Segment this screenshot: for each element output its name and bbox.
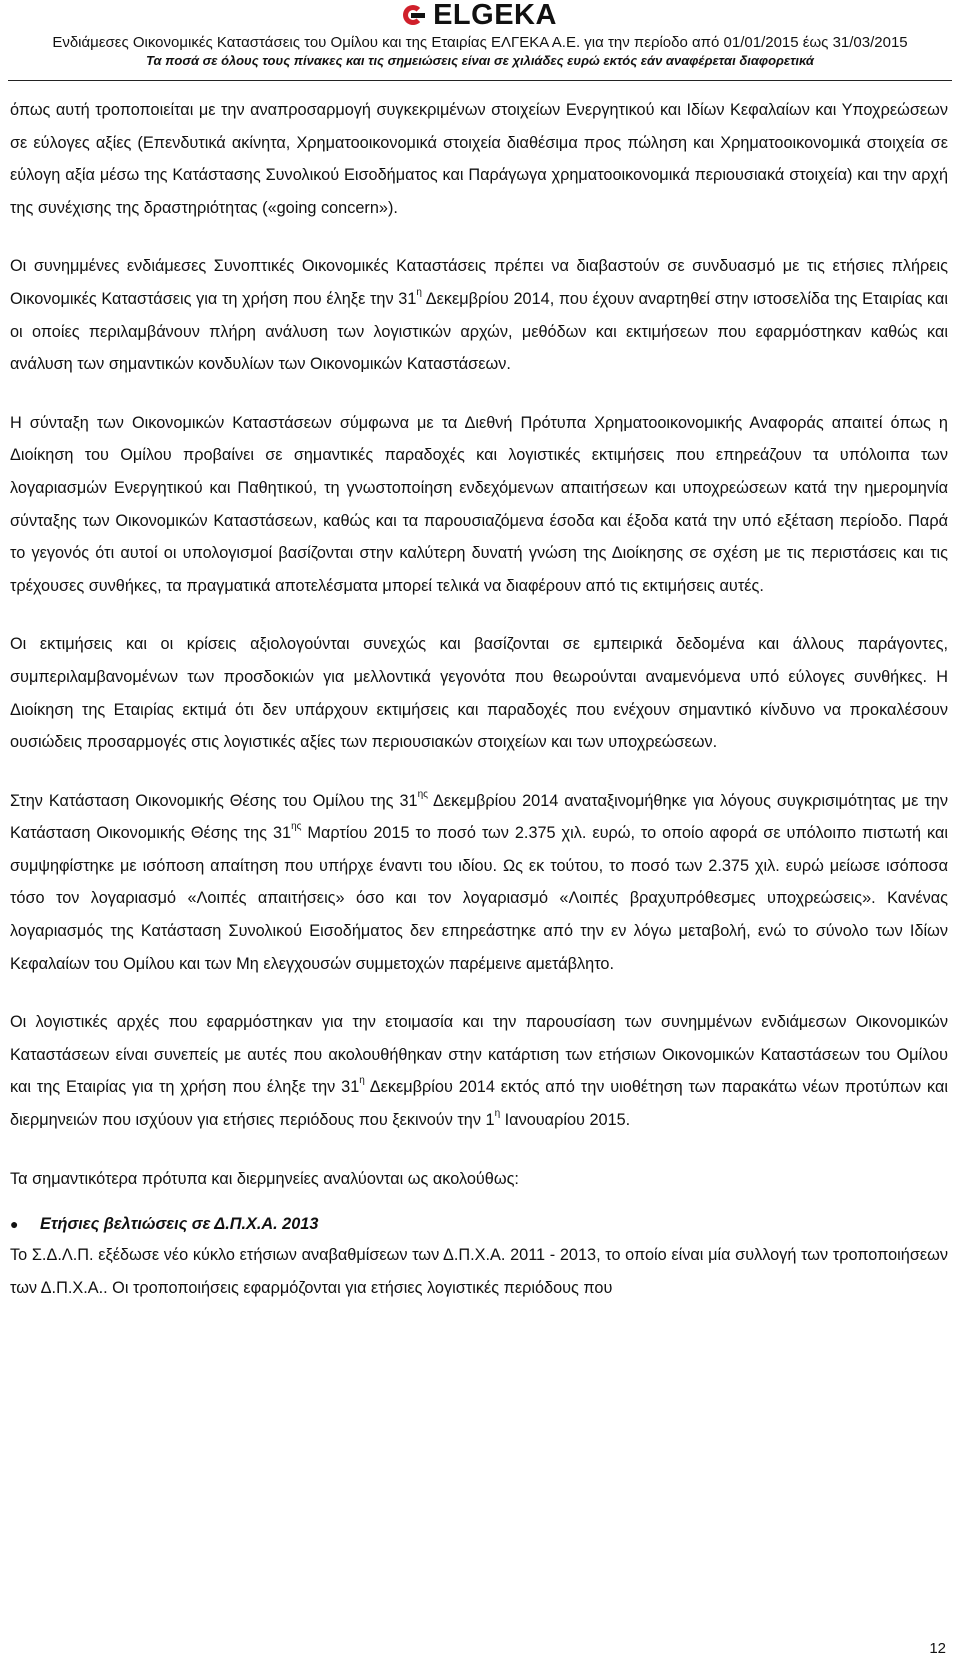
logo-mark-icon	[403, 4, 429, 26]
paragraph-basis: όπως αυτή τροποποιείται με την αναπροσαρμογή συγκεκριμένων στοιχείων Ενεργητικού και Ιδίων Κεφαλαίων και Υποχρεώσεων σε εύλογες αξίες (Επενδυτικά ακίνητα, Χρηματοοικονομικά στοιχεία διαθέσιμα προς πώληση και Χρηματοοικονομικά στοιχεία σε εύλογη αξία μέσω της Κατάστασης Συνολικού Εισοδήματος και Παράγωγα χρηματοοικονομικά περιουσιακά στοιχεία) και την αρχή της συνέχισης της δραστηριότητας («going concern»).	[10, 101, 948, 217]
paragraph-estimates: Οι εκτιμήσεις και οι κρίσεις αξιολογούνται συνεχώς και βασίζονται σε εμπειρικά δεδομένα και άλλους παράγοντες, συμπεριλαμβανομένων των προσδοκιών για μελλοντικά γεγονότα που θεωρούνται αναμενόμενα υπό εύλογες συνθήκες. Η Διοίκηση της Εταιρίας εκτιμά ότι δεν υπάρχουν εκτιμήσεις και παραδοχές που ενέχουν σημαντικό κίνδυνο να προκαλέσουν ουσιώδεις προσαρμογές στις λογιστικές αξίες των περιουσιακών στοιχείων και των υποχρεώσεων.	[10, 635, 948, 752]
header-title: Ενδιάμεσες Οικονομικές Καταστάσεις του Ομίλου και της Εταιρίας ΕΛΓΕΚΑ Α.Ε. για την περίοδο από 01/01/2015 έως 31/03/2015	[52, 34, 908, 51]
page-number: 12	[929, 1640, 946, 1657]
paragraph-standards-intro: Τα σημαντικότερα πρότυπα και διερμηνείες αναλύονται ως ακολούθως:	[10, 1169, 519, 1188]
company-logo	[0, 0, 960, 30]
paragraph-ifrs-preparation: Η σύνταξη των Οικονομικών Καταστάσεων σύμφωνα με τα Διεθνή Πρότυπα Χρηματοοικονομικής Αναφοράς απαιτεί όπως η Διοίκηση του Ομίλου προβαίνει σε σημαντικές παραδοχές και λογιστικές εκτιμήσεις που επηρεάζουν τα υπόλοιπα των λογαριασμών Ενεργητικού και Παθητικού, τη γνωστοποίηση ενδεχόμενων απαιτήσεων και υποχρεώσεων κατά την ημερομηνία σύνταξης των Οικονομικών Καταστάσεων, καθώς και τα παρουσιαζόμενα έσοδα και έξοδα κατά την υπό εξέταση περίοδο. Παρά το γεγονός ότι αυτοί οι υπολογισμοί βασίζονται στην καλύτερη δυνατή γνώση της Διοίκησης σε σχέση με τις περιστάσεις και τις τρέχουσες συνθήκες, τα πραγματικά αποτελέσματα μπορεί τελικά να διαφέρουν από τις εκτιμήσεις αυτές.	[10, 413, 948, 595]
bullet-item	[10, 1209, 948, 1239]
paragraph-annual-improvements: Το Σ.Δ.Λ.Π. εξέδωσε νέο κύκλο ετήσιων αναβαθμίσεων των Δ.Π.Χ.Α. 2011 - 2013, το οποίο είναι μία συλλογή των τροποποιήσεων των Δ.Π.Χ.Α.. Οι τροποποιήσεις εφαρμόζονται για ετήσιες λογιστικές περιόδους που	[10, 1246, 948, 1297]
paragraph-read-together: Οι συνημμένες ενδιάμεσες Συνοπτικές Οικονομικές Καταστάσεις πρέπει να διαβαστούν σε συνδυασμό με τις ετήσιες πλήρεις Οικονομικές Καταστάσεις για τη χρήση που έληξε την $31^\eta$ Δεκεμβρίου 2014, που έχουν αναρτηθεί στην ιστοσελίδα της Εταιρίας και οι οποίες περιλαμβάνουν πλήρη ανάλυση των λογιστικών αρχών, μεθόδων και εκτιμήσεων που εφαρμόστηκαν καθώς και ανάλυση των σημαντικών κονδυλίων των Οικονομικών Καταστάσεων.	[10, 257, 948, 374]
bullet-icon: ●	[10, 1216, 19, 1233]
bullet-title: Ετήσιες βελτιώσεις σε Δ.Π.Χ.Α. 2013	[40, 1215, 319, 1234]
page-header	[0, 0, 960, 69]
header-divider	[8, 80, 952, 81]
document-body	[10, 94, 948, 1330]
header-subtitle: Τα ποσά σε όλους τους πίνακες και τις σημειώσεις είναι σε χιλιάδες ευρώ εκτός εάν αναφέρεται διαφορετικά	[146, 53, 814, 68]
logo-text: ELGEKA	[433, 0, 557, 31]
paragraph-reclassification: Στην Κατάσταση Οικονομικής Θέσης του Ομίλου της $31^{\eta\varsigma}$ Δεκεμβρίου 2014 αναταξινομήθηκε για λόγους συγκρισιμότητας με την Κατάσταση Οικονομικής Θέσης της $31^{\eta\varsigma}$ Μαρτίου 2015 το ποσό των 2.375 χιλ. ευρώ, το οποίο αφορά σε υπόλοιπο πιστωτή και συμψηφίστηκε με ισόποση απαίτηση που υπήρχε έναντι του ιδίου. Ως εκ τούτου, το ποσό των 2.375 χιλ. ευρώ μείωσε ισόποσα τόσο τον λογαριασμό «Λοιπές απαιτήσεις» όσο και τον λογαριασμό «Λοιπές βραχυπρόθεσμες υποχρεώσεις». Κανένας λογαριασμός της Κατάσταση Συνολικού Εισοδήματος δεν επηρεάστηκε από την εν λόγω μεταβολή, ενώ το σύνολο των Ιδίων Κεφαλαίων του Ομίλου και των Μη ελεγχουσών συμμετοχών παρέμεινε αμετάβλητο.	[10, 788, 948, 973]
paragraph-accounting-policies: Οι λογιστικές αρχές που εφαρμόστηκαν για την ετοιμασία και την παρουσίαση των συνημμένων ενδιάμεσων Οικονομικών Καταστάσεων είναι συνεπείς με αυτές που ακολουθήθηκαν στην κατάρτιση των ετήσιων Οικονομικών Καταστάσεων του Ομίλου και της Εταιρίας για τη χρήση που έληξε την $31^\eta$ Δεκεμβρίου 2014 εκτός από την υιοθέτηση των παρακάτω νέων προτύπων και διερμηνειών που ισχύουν για ετήσιες περιόδους που ξεκινούν την $1^\eta$ Ιανουαρίου 2015.	[10, 1013, 948, 1130]
